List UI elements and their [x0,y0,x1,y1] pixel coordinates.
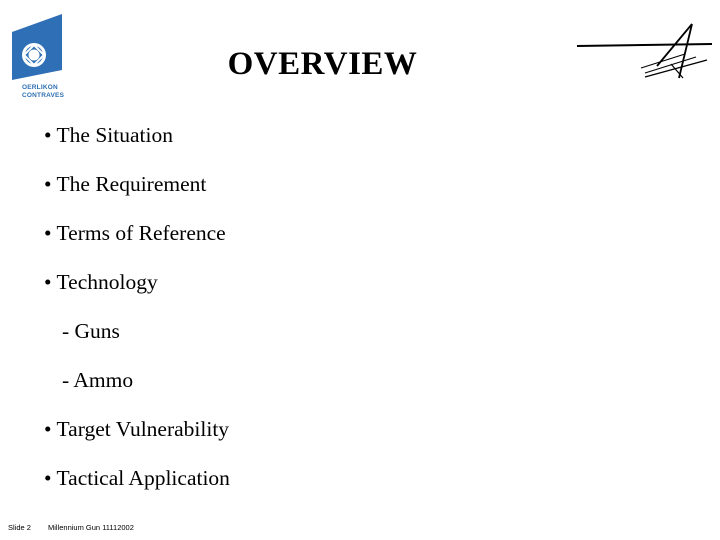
bullet-item: • Technology [44,270,158,294]
aerospace-arrow-logo-icon [575,20,715,82]
slide-title: OVERVIEW [227,46,418,82]
bullet-item: • The Requirement [44,172,207,196]
footer-document-label: Millennium Gun 11112002 [48,523,134,532]
slide-number: Slide 2 [8,523,31,532]
sub-bullet-item: - Guns [62,319,120,343]
bullet-item: • Target Vulnerability [44,417,230,441]
logo-text-line1: OERLIKON [22,84,58,91]
bullet-item: • Terms of Reference [44,221,226,245]
bullet-item: • Tactical Application [44,466,230,490]
oerlikon-contraves-logo-icon [10,14,66,86]
company-logo [10,14,66,104]
sub-bullet-item: - Ammo [62,368,134,392]
bullet-item: • The Situation [44,123,173,147]
bullet-list [44,120,230,512]
corner-logo [575,20,715,82]
logo-text-line2: CONTRAVES [22,92,65,99]
